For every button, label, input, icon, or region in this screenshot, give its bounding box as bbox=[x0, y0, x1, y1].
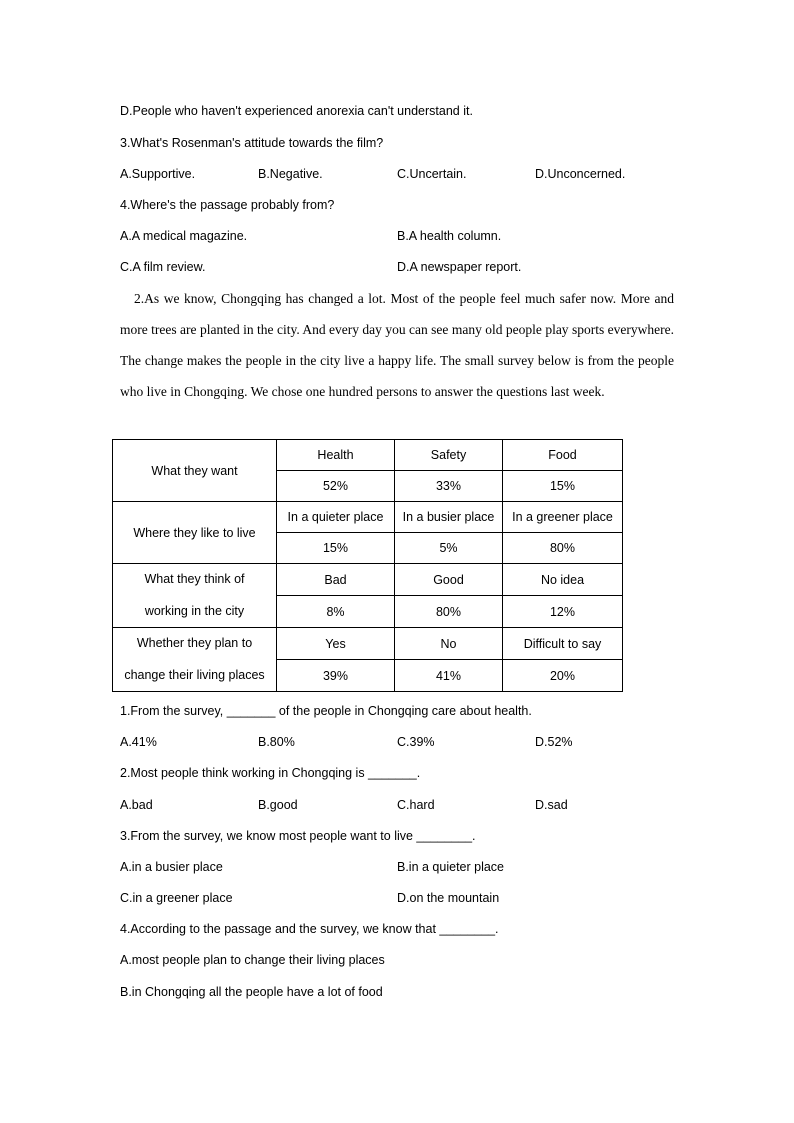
table-cell: 15% bbox=[277, 533, 395, 564]
sq2-option-d: D.sad bbox=[535, 798, 568, 812]
table-cell: Good bbox=[395, 564, 503, 596]
sq1-stem: 1.From the survey, _______ of the people in Chongqing care about health. bbox=[120, 704, 532, 718]
table-cell: 5% bbox=[395, 533, 503, 564]
table-cell: In a quieter place bbox=[277, 502, 395, 533]
sq3-option-b: B.in a quieter place bbox=[397, 860, 505, 874]
q3-option-b: B.Negative. bbox=[258, 167, 323, 181]
q4-option-c: C.A film review. bbox=[120, 260, 206, 274]
sq1-option-d: D.52% bbox=[535, 735, 573, 749]
sq1-option-a: A.41% bbox=[120, 735, 157, 749]
table-cell: 80% bbox=[395, 596, 503, 628]
row-label-where-they-live: Where they like to live bbox=[113, 502, 277, 564]
sq3-option-a: A.in a busier place bbox=[120, 860, 223, 874]
row-label-line: Whether they plan to bbox=[136, 636, 253, 650]
row-label-line: working in the city bbox=[144, 603, 245, 618]
table-cell: Health bbox=[277, 440, 395, 471]
q3-stem: 3.What's Rosenman's attitude towards the film? bbox=[120, 136, 384, 150]
table-cell: In a greener place bbox=[503, 502, 623, 533]
row-label-what-they-want: What they want bbox=[113, 440, 277, 502]
sq3-option-c: C.in a greener place bbox=[120, 891, 233, 905]
table-cell: Safety bbox=[395, 440, 503, 471]
passage-2-text: 2.As we know, Chongqing has changed a lot. Most of the people feel much safer now. More and more trees are planted in the city. And every day you can see many old people play sports everywhere. The change makes the people in the city live a happy life. The small survey below is from the people who live in Chongqing. We chose one hundred persons to answer the questions last week. bbox=[120, 291, 674, 399]
q4-stem: 4.Where's the passage probably from? bbox=[120, 198, 335, 212]
table-cell: 41% bbox=[395, 660, 503, 692]
row-label-change-living-places bbox=[113, 628, 277, 692]
passage-2 bbox=[120, 283, 674, 407]
sq3-stem: 3.From the survey, we know most people want to live ________. bbox=[120, 829, 476, 843]
table-cell: Food bbox=[503, 440, 623, 471]
sq2-option-a: A.bad bbox=[120, 798, 153, 812]
row-label-line: change their living places bbox=[124, 667, 265, 682]
table-cell: In a busier place bbox=[395, 502, 503, 533]
table-cell: Yes bbox=[277, 628, 395, 660]
q3-option-a: A.Supportive. bbox=[120, 167, 196, 181]
q4-option-b: B.A health column. bbox=[397, 229, 502, 243]
sq4-option-a: A.most people plan to change their living places bbox=[120, 953, 385, 967]
q4-option-a: A.A medical magazine. bbox=[120, 229, 248, 243]
sq2-stem: 2.Most people think working in Chongqing is _______. bbox=[120, 766, 421, 780]
table-cell: 33% bbox=[395, 471, 503, 502]
table-cell: 15% bbox=[503, 471, 623, 502]
q2-option-d: D.People who haven't experienced anorexia can't understand it. bbox=[120, 104, 473, 118]
table-cell: 8% bbox=[277, 596, 395, 628]
table-cell: Difficult to say bbox=[503, 628, 623, 660]
sq4-stem: 4.According to the passage and the survey, we know that ________. bbox=[120, 922, 499, 936]
q3-option-c: C.Uncertain. bbox=[397, 167, 467, 181]
sq4-option-b: B.in Chongqing all the people have a lot of food bbox=[120, 985, 383, 999]
sq2-option-c: C.hard bbox=[397, 798, 435, 812]
sq2-option-b: B.good bbox=[258, 798, 298, 812]
sq1-option-c: C.39% bbox=[397, 735, 435, 749]
row-label-line: What they think of bbox=[144, 572, 245, 586]
q3-option-d: D.Unconcerned. bbox=[535, 167, 626, 181]
table-cell: No idea bbox=[503, 564, 623, 596]
survey-table bbox=[112, 439, 623, 692]
table-cell: Bad bbox=[277, 564, 395, 596]
table-cell: 52% bbox=[277, 471, 395, 502]
table-cell: 39% bbox=[277, 660, 395, 692]
table-cell: 80% bbox=[503, 533, 623, 564]
table-cell: 20% bbox=[503, 660, 623, 692]
q4-option-d: D.A newspaper report. bbox=[397, 260, 522, 274]
sq3-option-d: D.on the mountain bbox=[397, 891, 500, 905]
sq1-option-b: B.80% bbox=[258, 735, 295, 749]
table-cell: 12% bbox=[503, 596, 623, 628]
table-cell: No bbox=[395, 628, 503, 660]
row-label-working-in-city bbox=[113, 564, 277, 628]
